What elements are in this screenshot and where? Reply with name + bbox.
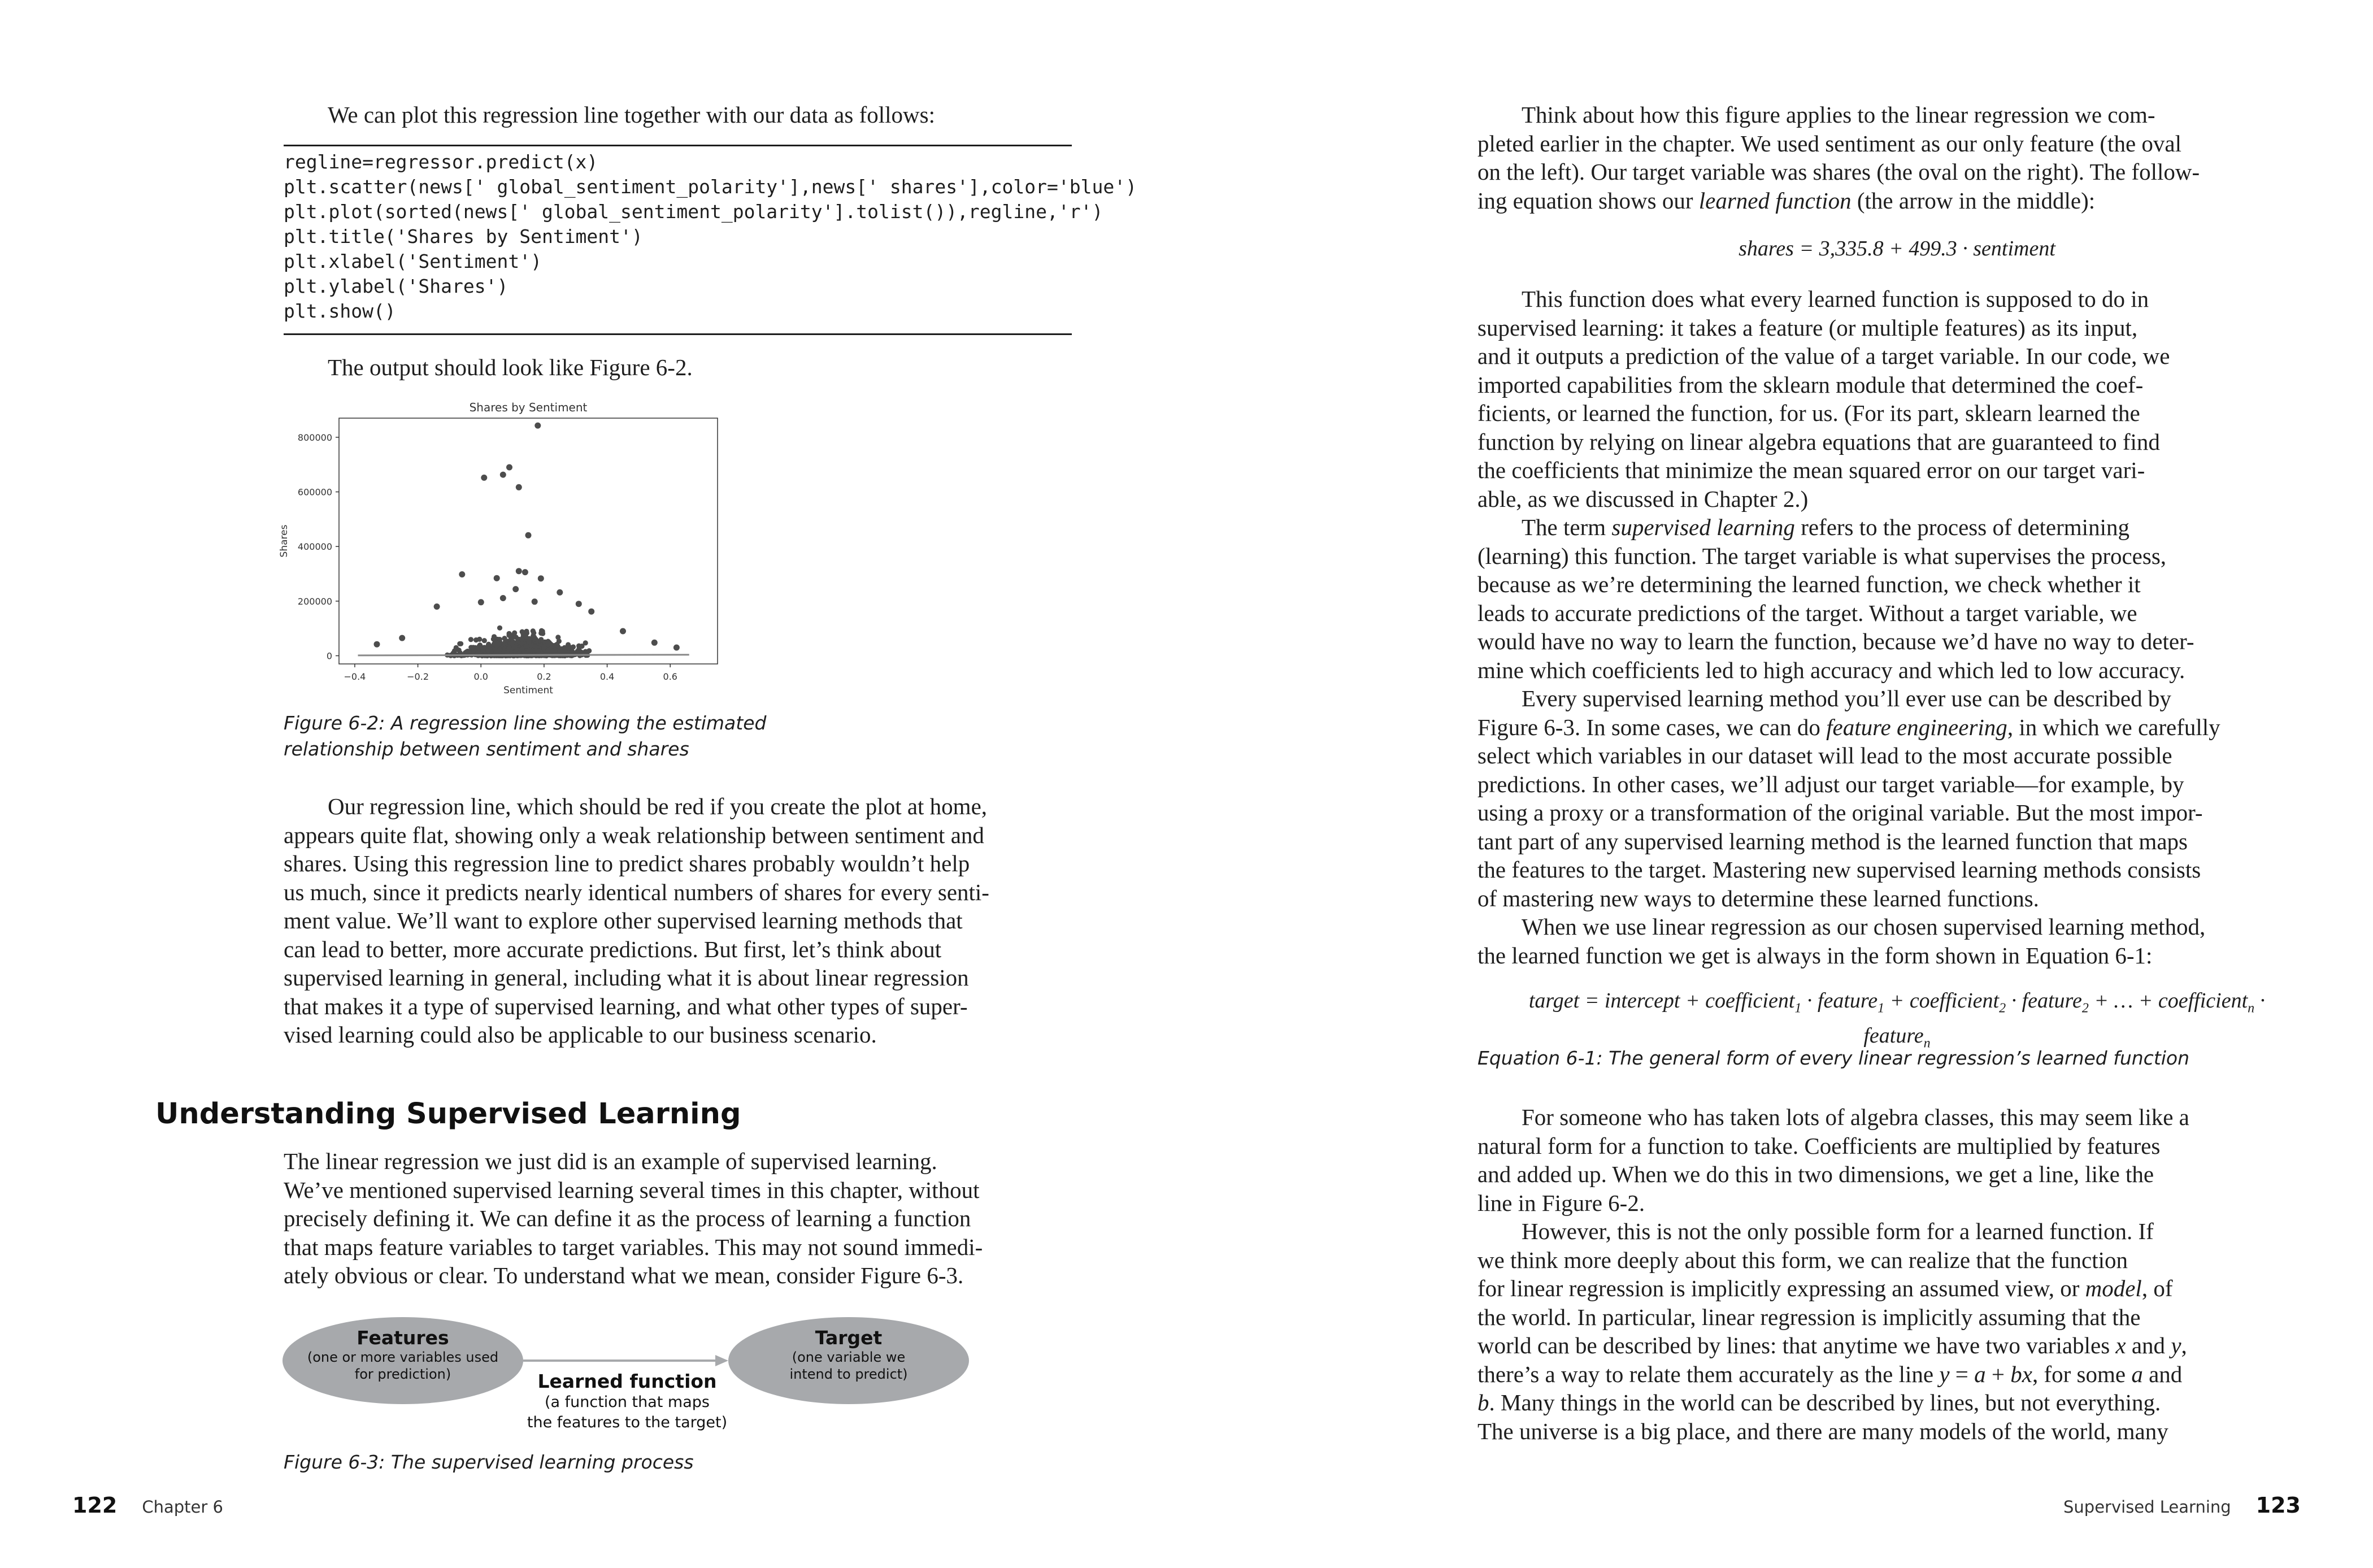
data-point bbox=[497, 648, 502, 653]
features-subtitle: (one or more variables used bbox=[307, 1349, 499, 1365]
figure-6-3-caption: Figure 6-3: The supervised learning process bbox=[284, 1451, 694, 1473]
learned-function-label bbox=[520, 1370, 734, 1433]
data-point bbox=[531, 628, 536, 633]
target-subtitle: intend to predict) bbox=[789, 1366, 908, 1382]
text-line: imported capabilities from the sklearn module that determined the coef- bbox=[1477, 371, 2144, 398]
data-point bbox=[494, 575, 500, 581]
text-line: ately obvious or clear. To understand what we mean, consider Figure 6-3. bbox=[284, 1262, 964, 1288]
data-point bbox=[468, 637, 473, 642]
code-top-rule bbox=[284, 145, 1072, 146]
supervised-learning-diagram bbox=[282, 1317, 983, 1452]
data-point bbox=[536, 648, 541, 653]
data-point bbox=[673, 645, 680, 651]
text-line: natural form for a function to take. Coefficients are multiplied by features bbox=[1477, 1132, 2161, 1159]
text-line: that maps feature variables to target variables. This may not sound immedi- bbox=[284, 1233, 983, 1260]
text-line: We’ve mentioned supervised learning several times in this chapter, without bbox=[284, 1176, 980, 1203]
y-tick-label: 600000 bbox=[297, 487, 332, 498]
data-point bbox=[542, 645, 547, 650]
text-line: The universe is a big place, and there are many models of the world, many bbox=[1477, 1418, 2168, 1444]
x-tick-label: −0.2 bbox=[407, 671, 429, 682]
data-point bbox=[562, 649, 567, 654]
text-line: tant part of any supervised learning method is the learned function that maps bbox=[1477, 828, 2188, 854]
data-point bbox=[500, 595, 506, 601]
text-line: the features to the target. Mastering new supervised learning methods consists bbox=[1477, 857, 2201, 883]
function-subtitle: the features to the target) bbox=[527, 1414, 728, 1431]
x-tick-label: 0.0 bbox=[473, 671, 488, 682]
code-line: plt.title('Shares by Sentiment') bbox=[284, 225, 643, 247]
x-tick-label: 0.6 bbox=[663, 671, 677, 682]
data-point bbox=[497, 637, 502, 642]
data-point bbox=[557, 589, 563, 596]
data-point bbox=[434, 603, 440, 610]
data-point bbox=[512, 644, 517, 649]
data-point bbox=[651, 640, 658, 646]
caption-line: relationship between sentiment and shares bbox=[284, 738, 689, 760]
data-point bbox=[374, 641, 380, 648]
text-line: we think more deeply about this form, we can realize that the function bbox=[1477, 1246, 2128, 1273]
text-line: leads to accurate predictions of the target. Without a target variable, we bbox=[1477, 600, 2137, 626]
text-line: pleted earlier in the chapter. We used sentiment as our only feature (the oval bbox=[1477, 130, 2181, 157]
text-line: supervised learning in general, including what it is about linear regression bbox=[284, 965, 969, 991]
text-line: select which variables in our dataset will lead to the most accurate possible bbox=[1477, 742, 2172, 768]
text-line: Figure 6-3. In some cases, we can do feature engineering, in which we carefully bbox=[1477, 714, 2220, 740]
equation-caption: Equation 6-1: The general form of every linear regression’s learned function bbox=[1477, 1047, 2190, 1069]
page-number: 122 bbox=[72, 1493, 118, 1518]
text-line: For someone who has taken lots of algebra classes, this may seem like a bbox=[1522, 1104, 2189, 1130]
paragraph-supervised-definition bbox=[284, 1147, 1072, 1290]
text-line: Every supervised learning method you’ll ever use can be described by bbox=[1522, 685, 2171, 711]
y-tick-label: 800000 bbox=[297, 432, 332, 443]
code-line: plt.plot(sorted(news[' global_sentiment_polarity'].tolist()),regline,'r') bbox=[284, 201, 1103, 223]
left-page bbox=[0, 0, 1186, 1568]
text-line: predictions. In other cases, we’ll adjust our target variable—for example, by bbox=[1477, 771, 2184, 797]
text-line: and it outputs a prediction of the value of a target variable. In our code, we bbox=[1477, 343, 2170, 369]
chapter-title-label: Supervised Learning bbox=[2063, 1497, 2231, 1517]
y-tick-label: 0 bbox=[326, 650, 332, 662]
text-line: b. Many things in the world can be described by lines, but not everything. bbox=[1477, 1389, 2161, 1415]
x-axis-label: Sentiment bbox=[503, 685, 553, 696]
data-point bbox=[481, 475, 487, 481]
data-point bbox=[506, 646, 511, 651]
section-heading: Understanding Supervised Learning bbox=[155, 1097, 741, 1131]
text-line: (learning) this function. The target variable is what supervises the process, bbox=[1477, 542, 2167, 569]
data-point bbox=[480, 647, 485, 652]
text-line: that makes it a type of supervised learning, and what other types of super- bbox=[284, 993, 968, 1019]
data-point bbox=[458, 641, 463, 646]
text-line: ing equation shows our learned function (the arrow in the middle): bbox=[1477, 187, 2096, 214]
text-line: would have no way to learn the function, because we’d have no way to deter- bbox=[1477, 628, 2194, 654]
data-point bbox=[525, 532, 532, 538]
x-tick-label: 0.4 bbox=[599, 671, 615, 682]
data-point bbox=[478, 599, 484, 605]
text-line: appears quite flat, showing only a weak relationship between sentiment and bbox=[284, 822, 984, 848]
x-tick-label: 0.2 bbox=[537, 671, 551, 682]
scatter-chart bbox=[277, 396, 740, 701]
data-point bbox=[532, 635, 537, 640]
text-line: can lead to better, more accurate predictions. But first, let’s think about bbox=[284, 936, 942, 962]
data-point bbox=[527, 639, 532, 644]
text-line: there’s a way to relate them accurately as the line y = a + bx, for some a and bbox=[1477, 1361, 2183, 1387]
chart-title: Shares by Sentiment bbox=[469, 401, 588, 414]
data-point bbox=[540, 629, 545, 634]
text-line: on the left). Our target variable was shares (the oval on the right). The follow- bbox=[1477, 159, 2200, 185]
intro-paragraph: We can plot this regression line together with our data as follows: bbox=[328, 102, 935, 128]
text-line: function by relying on linear algebra equations that are guaranteed to find bbox=[1477, 428, 2160, 455]
text-line: mine which coefficients led to high accuracy and which led to low accuracy. bbox=[1477, 657, 2185, 683]
figure-6-2-caption bbox=[284, 710, 1018, 762]
paragraph-regression-flat bbox=[284, 792, 1072, 1049]
text-line: using a proxy or a transformation of the original variable. But the most impor- bbox=[1477, 800, 2203, 826]
data-point bbox=[522, 569, 528, 575]
code-line: plt.show() bbox=[284, 300, 396, 322]
text-line: the coefficients that minimize the mean squared error on our target vari- bbox=[1477, 457, 2145, 483]
features-subtitle: for prediction) bbox=[354, 1366, 451, 1382]
target-label bbox=[728, 1327, 969, 1383]
text-line: However, this is not the only possible form for a learned function. If bbox=[1522, 1218, 2154, 1244]
text-line: Think about how this figure applies to the linear regression we com- bbox=[1522, 102, 2155, 128]
caption-line: Figure 6-2: A regression line showing the estimated bbox=[284, 712, 767, 734]
data-point bbox=[514, 635, 519, 640]
features-label bbox=[282, 1327, 523, 1383]
code-line: regline=regressor.predict(x) bbox=[284, 151, 598, 173]
data-point bbox=[399, 635, 405, 641]
right-folio bbox=[2063, 1493, 2301, 1518]
text-line: shares. Using this regression line to predict shares probably wouldn’t help bbox=[284, 850, 970, 876]
paragraph-function-does bbox=[1477, 285, 2316, 970]
text-line: and added up. When we do this in two dimensions, we get a line, like the bbox=[1477, 1161, 2154, 1187]
equation-line: target = intercept + coefficient$_1$ · feature$_1$ + coefficient$_2$ · feature$_2$ + … + coefficient$_n$ · bbox=[1528, 989, 2266, 1016]
y-axis-label: Shares bbox=[279, 524, 290, 558]
data-point bbox=[534, 423, 541, 429]
data-point bbox=[576, 601, 582, 607]
text-line: line in Figure 6-2. bbox=[1477, 1189, 1645, 1216]
data-point bbox=[538, 575, 544, 581]
code-block bbox=[284, 150, 1137, 324]
text-line: because as we’re determining the learned function, we check whether it bbox=[1477, 571, 2141, 597]
data-point bbox=[512, 586, 519, 592]
data-point bbox=[516, 568, 522, 574]
text-line: able, as we discussed in Chapter 2.) bbox=[1477, 485, 1809, 512]
data-point bbox=[519, 637, 524, 642]
data-point bbox=[551, 643, 556, 648]
text-line: world can be described by lines: that anytime we have two variables x and y, bbox=[1477, 1332, 2187, 1358]
features-title: Features bbox=[357, 1327, 449, 1349]
text-line: us much, since it predicts nearly identical numbers of shares for every senti- bbox=[284, 879, 989, 905]
data-point bbox=[532, 598, 538, 605]
data-point bbox=[486, 642, 491, 647]
text-line: When we use linear regression as our chosen supervised learning method, bbox=[1522, 914, 2206, 940]
x-tick-label: −0.4 bbox=[344, 671, 366, 682]
function-subtitle: (a function that maps bbox=[544, 1393, 710, 1411]
data-point bbox=[620, 628, 626, 635]
plot-frame bbox=[339, 418, 718, 664]
code-bottom-rule bbox=[284, 333, 1072, 335]
text-line: precisely defining it. We can define it as the process of learning a function bbox=[284, 1205, 971, 1231]
text-line: This function does what every learned function is supposed to do in bbox=[1522, 286, 2149, 312]
data-point bbox=[579, 644, 584, 649]
text-line: vised learning could also be applicable to our business scenario. bbox=[284, 1022, 877, 1048]
text-line: supervised learning: it takes a feature (or multiple features) as its input, bbox=[1477, 314, 2138, 341]
data-point bbox=[459, 571, 465, 577]
text-line: ficients, or learned the function, for us. (For its part, sklearn learned the bbox=[1477, 400, 2140, 426]
data-point bbox=[506, 464, 512, 471]
paragraph-figure-applies bbox=[1477, 101, 2316, 215]
page-number: 123 bbox=[2255, 1493, 2301, 1518]
code-line: plt.ylabel('Shares') bbox=[284, 275, 508, 297]
text-line: ment value. We’ll want to explore other supervised learning methods that bbox=[284, 907, 963, 933]
text-line: for linear regression is implicitly expressing an assumed view, or model, of bbox=[1477, 1275, 2173, 1301]
code-line: plt.scatter(news[' global_sentiment_polarity'],news[' shares'],color='blue') bbox=[284, 176, 1137, 198]
paragraph-algebra bbox=[1477, 1103, 2316, 1445]
text-line: of mastering new ways to determine these learned functions. bbox=[1477, 885, 2039, 911]
target-subtitle: (one variable we bbox=[792, 1349, 906, 1365]
data-point bbox=[588, 609, 594, 615]
code-line: plt.xlabel('Sentiment') bbox=[284, 250, 542, 272]
right-page bbox=[1186, 0, 2373, 1568]
data-point bbox=[496, 642, 501, 647]
equation-line: feature$_n$ bbox=[1863, 1023, 1931, 1051]
chapter-label: Chapter 6 bbox=[142, 1497, 223, 1517]
equation-shares: shares = 3,335.8 + 499.3 · sentiment bbox=[1739, 237, 2055, 260]
data-point bbox=[500, 472, 506, 478]
data-point bbox=[497, 626, 502, 631]
output-paragraph: The output should look like Figure 6-2. bbox=[328, 354, 693, 380]
text-line: Our regression line, which should be red if you create the plot at home, bbox=[328, 793, 988, 819]
data-point bbox=[524, 644, 529, 649]
data-point bbox=[477, 637, 482, 642]
function-title: Learned function bbox=[537, 1370, 717, 1392]
data-point bbox=[482, 638, 487, 643]
text-line: The term supervised learning refers to the process of determining bbox=[1522, 514, 2129, 540]
left-folio bbox=[72, 1493, 223, 1518]
data-point bbox=[485, 648, 490, 653]
arrow-head-icon bbox=[715, 1355, 728, 1366]
data-point bbox=[477, 642, 483, 648]
y-tick-label: 200000 bbox=[297, 596, 332, 607]
text-line: the world. In particular, linear regression is implicitly assuming that the bbox=[1477, 1304, 2141, 1330]
target-title: Target bbox=[815, 1327, 883, 1349]
data-point bbox=[516, 484, 522, 490]
text-line: the learned function we get is always in the form shown in Equation 6-1: bbox=[1477, 942, 2153, 968]
text-line: The linear regression we just did is an example of supervised learning. bbox=[284, 1148, 937, 1174]
y-tick-label: 400000 bbox=[297, 541, 332, 553]
